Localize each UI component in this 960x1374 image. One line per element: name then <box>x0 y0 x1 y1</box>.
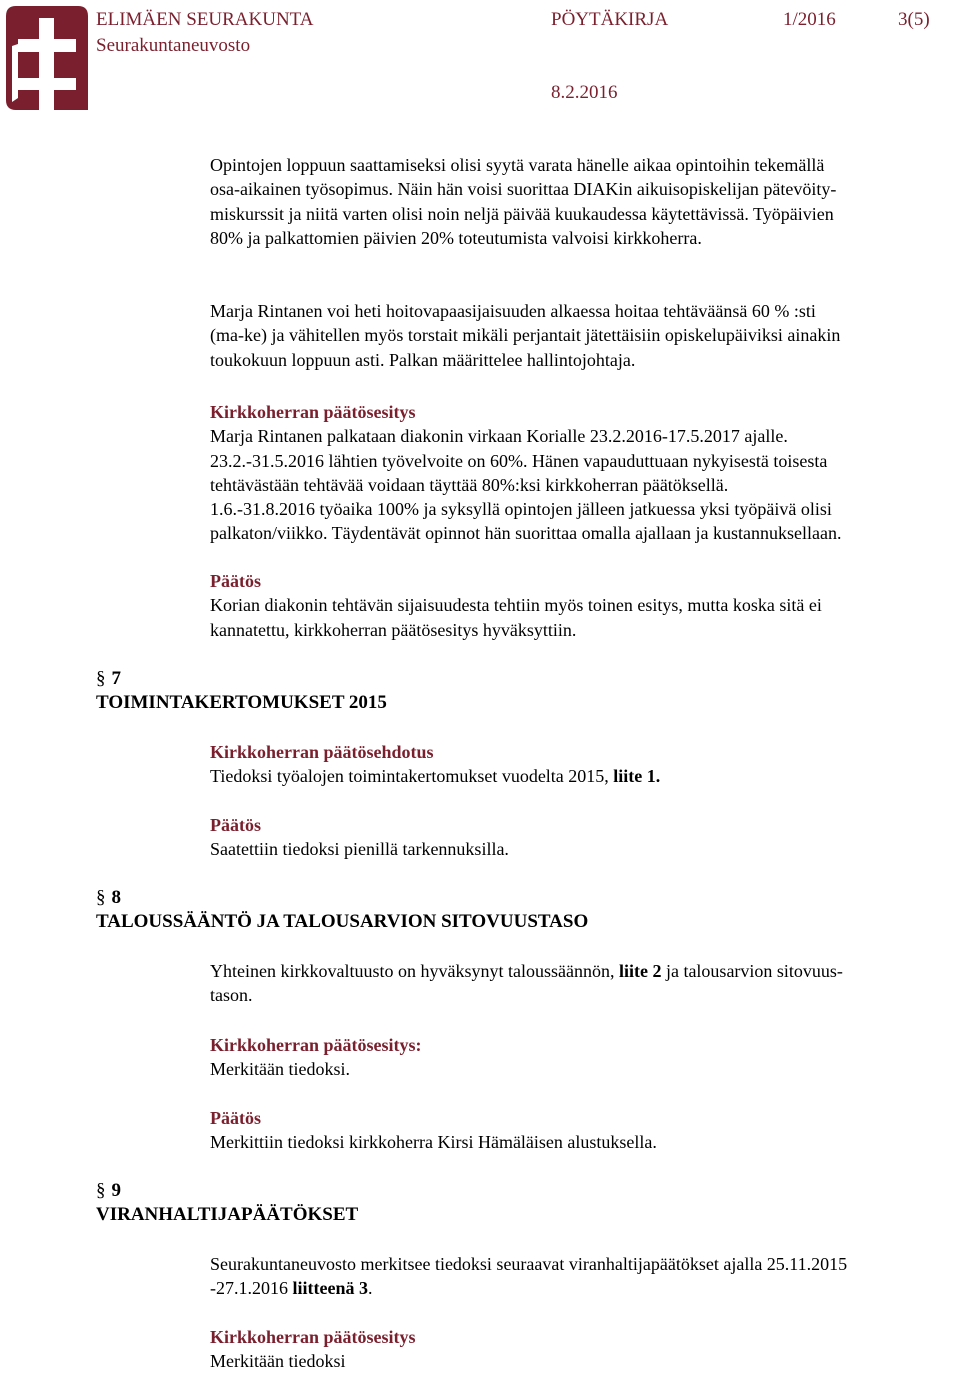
attachment-ref: liite 1. <box>613 766 661 787</box>
section-8-proposal <box>210 1033 960 1082</box>
cross-logo-icon <box>6 6 88 110</box>
intro-text: ja talousarvion sitovuus- <box>661 961 843 981</box>
section-number-value: 8 <box>111 887 121 908</box>
text-line: tason. <box>210 985 253 1006</box>
header-doctype: PÖYTÄKIRJA <box>551 9 669 30</box>
section-number <box>96 1179 358 1203</box>
text-line: toukokuun loppuun asti. Palkan määrittelee hallintojohtaja. <box>210 349 636 370</box>
section-symbol: § <box>96 887 106 908</box>
text-line: 23.2.-31.5.2016 lähtien työvelvoite on 60%. Hänen vapauduttuaan nykyisestä toisesta <box>210 450 828 471</box>
marja-paragraph <box>210 299 960 372</box>
decision-label: Päätös <box>210 1108 261 1128</box>
intro-text: -27.1.2016 <box>210 1278 293 1299</box>
proposal-label: Kirkkoherran päätösehdotus <box>210 742 434 762</box>
intro-text: . <box>367 1278 373 1299</box>
proposal-label: Kirkkoherran päätösesitys <box>210 402 416 422</box>
decision-block <box>210 569 960 642</box>
text-line <box>210 764 960 788</box>
header-body: Seurakuntaneuvosto <box>96 35 251 56</box>
text-line: Merkitään tiedoksi. <box>210 1059 350 1080</box>
proposal-label: Kirkkoherran päätösesitys <box>210 1327 416 1347</box>
section-number <box>96 886 588 910</box>
section-8-heading <box>96 886 588 934</box>
header-date: 8.2.2016 <box>551 82 618 103</box>
section-symbol: § <box>96 668 106 689</box>
decision-label: Päätös <box>210 571 261 591</box>
section-7-heading <box>96 667 387 715</box>
section-number <box>96 667 387 691</box>
header-page: 3(5) <box>898 9 930 30</box>
text-line: tehtävästään tehtävää voidaan täyttää 80%:ksi kirkkoherran päätöksellä. <box>210 474 729 495</box>
proposal-text: Tiedoksi työalojen toimintakertomukset vuodelta 2015, <box>210 766 614 787</box>
proposal-label: Kirkkoherran päätösesitys: <box>210 1035 422 1055</box>
section-title: VIRANHALTIJAPÄÄTÖKSET <box>96 1204 359 1225</box>
section-number-value: 9 <box>111 1180 121 1201</box>
section-9-proposal <box>210 1325 960 1374</box>
text-line: miskurssit ja niitä varten olisi noin neljä päivää kuukaudessa käytettävissä. Työpäivien <box>210 203 834 224</box>
text-line: Opintojen loppuun saattamiseksi olisi syytä varata hänelle aikaa opintoihin tekemällä <box>210 155 825 175</box>
text-line: Marja Rintanen voi heti hoitovapaasijaisuuden alkaessa hoitaa tehtäväänsä 60 % :sti <box>210 301 816 321</box>
section-symbol: § <box>96 1180 106 1201</box>
text-line: 80% ja palkattomien päivien 20% toteutumista valvoisi kirkkoherra. <box>210 227 702 248</box>
text-line <box>210 1276 960 1300</box>
section-title: TOIMINTAKERTOMUKSET 2015 <box>96 692 387 713</box>
decision-label: Päätös <box>210 815 261 835</box>
attachment-ref: liite 2 <box>618 961 662 981</box>
section-8-decision <box>210 1106 960 1155</box>
section-7-decision <box>210 813 960 862</box>
intro-paragraph <box>210 153 960 250</box>
text-line: (ma-ke) ja vähitellen myös torstait mikäli perjantait jätettäisiin opiskelupäiviksi ainakin <box>210 325 841 346</box>
text-line: 1.6.-31.8.2016 työaika 100% ja syksyllä opintojen jälleen jatkuessa yksi työpäivä olisi <box>210 499 832 520</box>
section-title: TALOUSSÄÄNTÖ JA TALOUSARVION SITOVUUSTASO <box>96 911 589 932</box>
intro-text: Yhteinen kirkkovaltuusto on hyväksynyt taloussäännön, <box>210 961 619 981</box>
text-line: osa-aikainen työsopimus. Näin hän voisi suorittaa DIAKin aikuisopiskelijan pätevöity- <box>210 179 837 200</box>
text-line: Saatettiin tiedoksi pienillä tarkennuksilla. <box>210 839 509 860</box>
text-line: Marja Rintanen palkataan diakonin virkaan Korialle 23.2.2016-17.5.2017 ajalle. <box>210 426 788 447</box>
text-line: Seurakuntaneuvosto merkitsee tiedoksi seuraavat viranhaltijapäätökset ajalla 25.11.2015 <box>210 1254 848 1274</box>
section-9-heading <box>96 1179 358 1227</box>
section-number-value: 7 <box>111 668 121 689</box>
section-9-intro <box>210 1252 960 1301</box>
text-line: palkaton/viikko. Täydentävät opinnot hän suorittaa omalla ajallaan ja kustannuksellaan. <box>210 523 842 544</box>
text-line: Merkittiin tiedoksi kirkkoherra Kirsi Hämäläisen alustuksella. <box>210 1132 657 1153</box>
text-line: kannatettu, kirkkoherran päätösesitys hyväksyttiin. <box>210 619 577 640</box>
text-line: Merkitään tiedoksi <box>210 1351 346 1372</box>
proposal-block <box>210 400 960 546</box>
section-7-proposal <box>210 740 960 789</box>
header-org: ELIMÄEN SEURAKUNTA <box>96 9 314 30</box>
attachment-ref: liitteenä 3 <box>292 1278 368 1299</box>
text-line <box>210 959 960 983</box>
header-number: 1/2016 <box>783 9 836 30</box>
text-line: Korian diakonin tehtävän sijaisuudesta tehtiin myös toinen esitys, mutta koska sitä ei <box>210 595 822 616</box>
section-8-intro <box>210 959 960 1008</box>
